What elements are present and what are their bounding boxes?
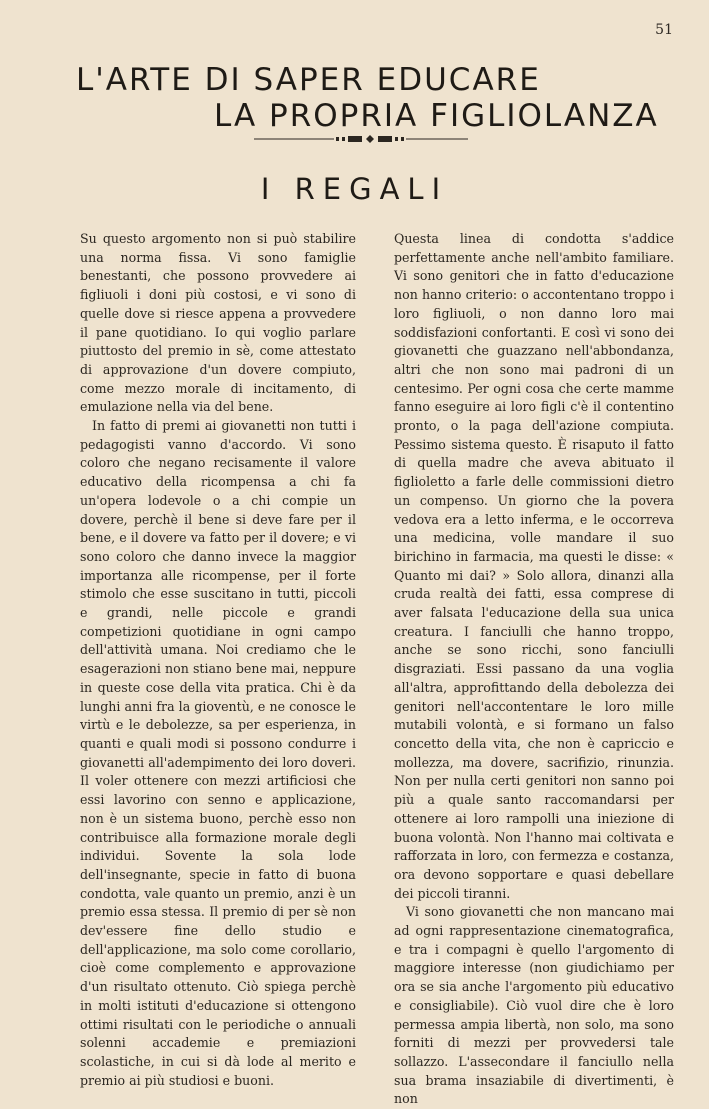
paragraph: Questa linea di condotta s'addice perfettamente anche nell'ambito familiare. Vi sono genitori che in fatto d'educazione non hanno criterio: o accontentano troppo i loro figliuoli, o non danno loro mai soddisfazioni confortanti. E così vi sono dei giovanetti che guazzano nell'abbondanza, altri che non sono mai padroni di un centesimo. Per ogni cosa che certe mamme fanno eseguire ai loro figli c'è il contentino pronto, o la paga dell'azione compiuta. Pessimo sistema questo. È risaputo il fatto di quella madre che aveva abituato il figlioletto a farle delle commissioni dietro un compenso. Un giorno che la povera vedova era a letto inferma, e le occorreva una medicina, volle mandare il suo birichino in farmacia, ma questi le disse: « Quanto mi dai? » Solo allora, dinanzi alla cruda realtà dei fatti, essa comprese di aver falsata l'educazione della sua unica creatura. I fanciulli che hanno troppo, anche se sono ricchi, sono fanciulli disgraziati. Essi passano da una voglia all'altra, approfittando della debolezza dei genitori nell'accontentare le loro mille mutabili volontà, e si formano un falso concetto della vita, che non è capriccio e mollezza, ma dovere, sacrifizio, rinunzia. Non per nulla certi genitori non sanno poi più a quale santo raccomandarsi per ottenere ai loro rampolli una iniezione di buona volontà. Non l'hanno mai coltivata e rafforzata in loro, con fermezza e costanza, ora devono sopportare e quasi debellare dei piccoli tiranni. bbox=[394, 231, 674, 901]
left-column bbox=[80, 230, 356, 1090]
paragraph: Vi sono giovanetti che non mancano mai ad ogni rappresentazione cinematografica, e tra i compagni è quello l'argomento di maggiore interesse (non giudichiamo per ora se sia anche l'argomento più educativo e consigliabile). Ciò vuol dire che è loro permessa ampia libertà, non solo, ma sono forniti di mezzi per provvedersi tale sollazzo. L'assecondare il fanciullo nella sua brama insaziabile di divertimenti, è non bbox=[394, 904, 674, 1107]
paragraph: Su questo argomento non si può stabilire una norma fissa. Vi sono famiglie benestanti, che possono provvedere ai figliuoli i doni più costosi, e vi sono di quelle dove si riesce appena a provvedere il pane quotidiano. Io qui voglio parlare piuttosto del premio in sè, come attestato di approvazione d'un dovere compiuto, come mezzo morale di incitamento, di emulazione nella via del bene. bbox=[80, 231, 356, 415]
section-title: I REGALI bbox=[260, 172, 449, 206]
paragraph: In fatto di premi ai giovanetti non tutti i pedagogisti vanno d'accordo. Vi sono coloro che negano recisamente il valore educativo della ricompensa a chi fa un'opera lodevole o a chi compie un dovere, perchè il bene si deve fare per il bene, e il dovere va fatto per il dovere; e vi sono coloro che danno invece la maggior importanza alle ricompense, per il forte stimolo che esse suscitano in tutti, piccoli e grandi, nelle piccole e grandi competizioni quotidiane in ogni campo dell'attività umana. Noi crediamo che le esagerazioni non stiano bene mai, neppure in queste cose della vita pratica. Chi è da lunghi anni fra la gioventù, e ne conosce le virtù e le debolezze, sa per esperienza, in quanti e quali modi si possono condurre i giovanetti all'adempimento dei loro doveri. Il voler ottenere con mezzi artificiosi che essi lavorino con senno e applicazione, non è un sistema buono, perchè esso non contribuisce alla formazione morale degli individui. Sovente la sola lode dell'insegnante, specie in fatto di buona condotta, vale quanto un premio, anzi è un premio essa stessa. Il premio di per sè non dev'essere fine dello studio e dell'applicazione, ma solo come corollario, cioè come complemento e approvazione d'un risultato ottenuto. Ciò spiega perchè in molti istituti d'educazione si ottengono ottimi risultati con le periodiche o annuali solenni accademie e premiazioni scolastiche, in cui si dà lode al merito e premio ai più studiosi e buoni. bbox=[80, 418, 356, 1088]
title-line-2: LA PROPRIA FIGLIOLANZA bbox=[214, 98, 659, 134]
ornament-divider bbox=[254, 134, 468, 144]
title-line-1: L'ARTE DI SAPER EDUCARE bbox=[76, 62, 541, 98]
right-column bbox=[394, 230, 674, 1109]
page-number: 51 bbox=[655, 22, 673, 38]
